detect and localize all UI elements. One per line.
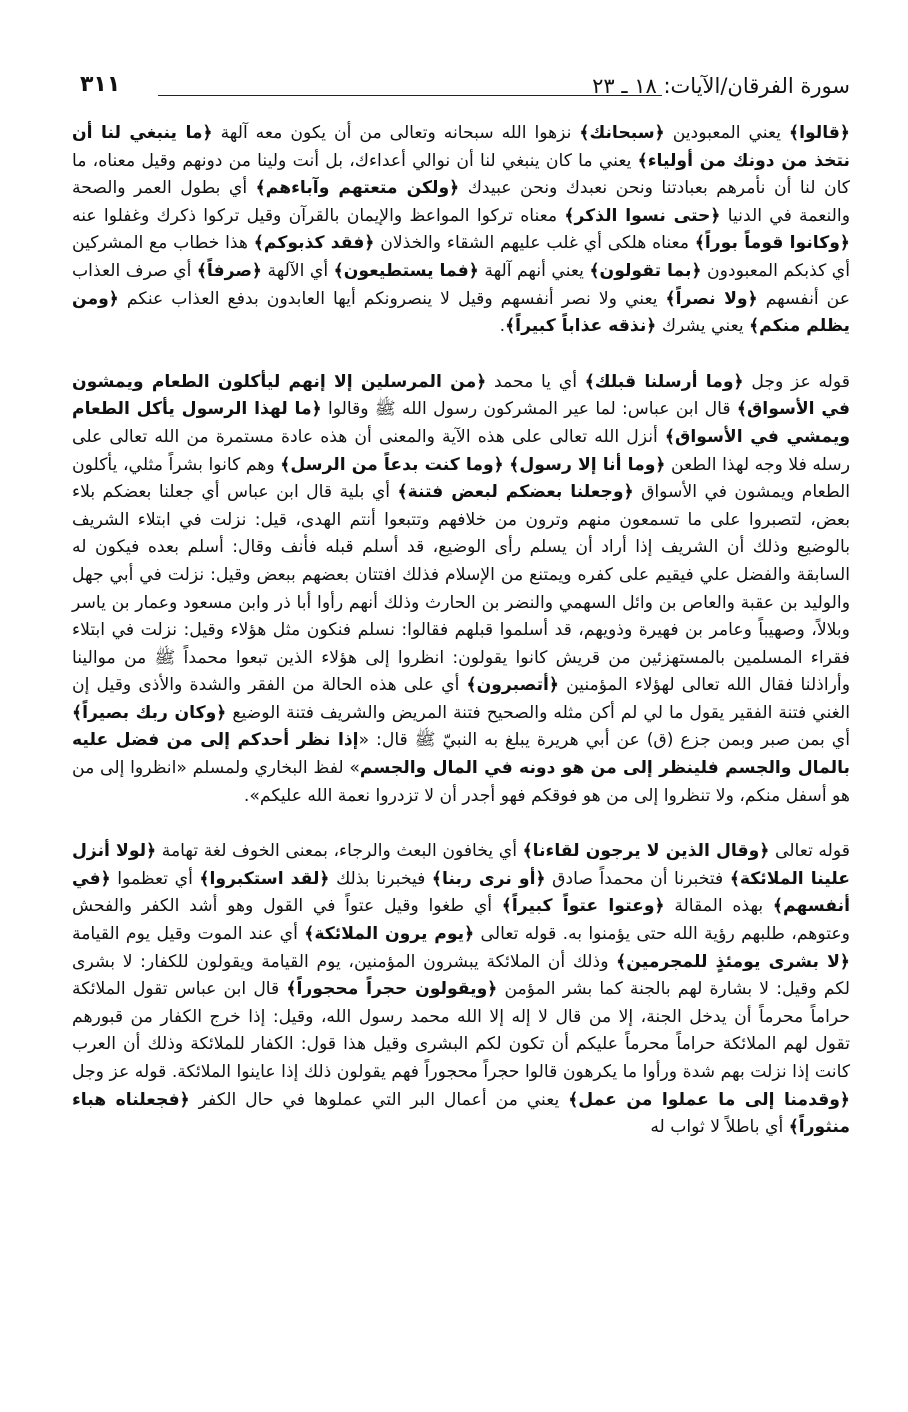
quran-quote: ﴿لولا أنزل علينا الملائكة﴾ <box>72 841 851 889</box>
hadith-text: إذا نظر أحدكم إلى من فضل عليه بالمال والجسم فلينظر إلى من هو دونه في المال والجسم <box>72 730 851 779</box>
commentary-text: أي صرف العذاب عن أنفسهم <box>72 260 850 309</box>
commentary-text: أي على هذه الحالة من الفقر والشدة والأذى وقيل إن الغني فتنة الفقير يقول ما لي لم أكن مثله والصحيح فتنة المريض والشريف فتنة الوضيع <box>72 675 850 723</box>
quran-quote: ﴿صرفاً﴾ <box>196 260 262 281</box>
commentary-text: بهذه المقالة <box>664 896 773 917</box>
commentary-text: يعني أنهم آلهة <box>478 260 590 281</box>
quran-quote: ﴿حتى نسوا الذكر﴾ <box>564 205 721 226</box>
commentary-text: فيخبرنا بذلك <box>329 868 432 889</box>
quran-quote: ﴿لا بشرى يومئذٍ للمجرمين﴾ <box>616 951 850 972</box>
commentary-text: يعني ما كان ينبغي لنا أن نوالي أعداءك، بل أنت ولينا من دونهم وقيل معناه، ما كان لنا أن نأمرهم بعبادتنا ونحن نعبدك ونحن عبيدك <box>72 150 850 199</box>
commentary-text: قال ابن عباس تقول الملائكة حراماً محرماً أن يدخل الجنة، إلا من قال لا إله إلا الله محمد رسول الله، وقيل: إذا خرج الكفار من قبورهم تقول لهم الملائكة حراماً محرماً عليكم أن تكون لكم البشرى وقيل هذا قول: الكفار للملائكة وذلك أن العرب كانت إذا نزلت بهم شدة ورأوا ما يكرهون قالوا حجراً محجوراً فهم يقولون ذلك إذا عاينوا الملائكة. قوله عز وجل <box>72 979 850 1082</box>
commentary-text: وذلك أن الملائكة يبشرون المؤمنين، يوم القيامة ويقولون للكفار: لا بشرى لكم وقيل: لا بشارة لهم بالجنة كما بشر المؤمن <box>72 951 850 1000</box>
commentary-text: أي يخافون البعث والرجاء، بمعنى الخوف لغة تهامة <box>156 841 523 862</box>
commentary-text: وهم كانوا بشراً مثلي، يأكلون الطعام ويمشون في الأسواق <box>72 454 850 503</box>
paragraph <box>72 369 850 811</box>
commentary-text: يعني من أعمال البر التي عملوها في حال الكفر <box>189 1089 569 1110</box>
quran-quote: ﴿يوم يرون الملائكة﴾ <box>304 924 475 945</box>
quran-quote: ﴿وقال الذين لا يرجون لقاءنا﴾ <box>522 841 770 862</box>
commentary-text: أي يا محمد <box>486 371 585 392</box>
commentary-text: نزهوا الله سبحانه وتعالى من أن يكون معه آلهة <box>212 123 580 143</box>
quran-quote: ﴿فقد كذبوكم﴾ <box>253 233 375 254</box>
page-number: ٣١١ <box>80 72 121 97</box>
quran-quote: ﴿سبحانك﴾ <box>579 123 665 143</box>
quran-quote: ﴿ما لهذا الرسول يأكل الطعام ويمشي في الأسواق﴾ <box>72 399 850 447</box>
quran-quote: ﴿أتصبرون﴾ <box>466 675 559 696</box>
quran-quote: ﴿وما أنا إلا رسول﴾ <box>509 454 666 475</box>
running-title: سورة الفرقان/الآيات: ١٨ ـ ٢٣ <box>592 74 850 98</box>
commentary-text: أي بطول العمر والصحة والنعمة في الدنيا <box>72 178 850 226</box>
quran-quote: ﴿وما كنت بدعاً من الرسل﴾ <box>280 454 504 475</box>
commentary-text: أي بلية قال ابن عباس أي جعلنا بعضكم بلاء بعض، لتصبروا على ما تسمعون منهم وترون من خلافهم وتتبعوا أنتم الهدى، قيل: نزلت في ابتلاء الشريف بالوضيع وذلك أن الشريف إذا أراد أن يسلم رأى الوضيع، قد أسلم قبله فأنف وقال: أسلم بعده فيكون له السابقة والفضل علي فيقيم على كفره ويمتنع من الإسلام فذلك افتتان بعضهم ببعض وقيل: نزلت في أبي جهل والوليد بن عقبة والعاص بن وائل السهمي والنضر بن الحارث وذلك أنهم رأوا أبا ذر وابن مسعود وعمار بن ياسر وبلالاً، وصهيباً وعامر بن فهيرة وذويهم، قد أسلموا قبلهم فقالوا: نسلم فنكون مثل هؤلاء وقيل: نزلت في ابتلاء فقراء المسلمين بالمستهزئين من قريش كانوا يقولون: انظروا إلى هؤلاء الذين تبعوا محمداً ﷺ من موالينا وأراذلنا فقال الله تعالى لهؤلاء المؤمنين <box>72 482 850 696</box>
quran-quote: ﴿في أنفسهم﴾ <box>72 868 850 917</box>
quran-quote: ﴿وعتوا عتواً كبيراً﴾ <box>501 896 665 917</box>
quran-quote: ﴿ويقولون حجراً محجوراً﴾ <box>286 979 498 1000</box>
paragraph <box>72 838 850 1142</box>
quran-quote: ﴿وما أرسلنا قبلك﴾ <box>584 371 744 392</box>
commentary-text: قوله عز وجل <box>743 371 850 392</box>
quran-quote: ﴿من المرسلين إلا إنهم ليأكلون الطعام ويمشون في الأسواق﴾ <box>72 371 851 420</box>
quran-quote: ﴿ما ينبغي لنا أن نتخذ من دونك من أولياء﴾ <box>72 123 850 171</box>
commentary-text: قوله تعالى <box>769 841 850 862</box>
commentary-text: معناه تركوا المواعظ والإيمان بالقرآن وقيل تركوا ذكرك وغفلوا عنه <box>72 205 565 226</box>
page-header <box>80 64 850 104</box>
quran-quote: ﴿فجعلناه هباء منثوراً﴾ <box>72 1089 850 1138</box>
quran-quote: ﴿وقدمنا إلى ما عملوا من عمل﴾ <box>568 1089 851 1110</box>
quran-quote: ﴿ولكن متعتهم وآباءهم﴾ <box>255 178 460 199</box>
commentary-text: قال ابن عباس: لما عير المشركون رسول الله ﷺ وقالوا <box>321 399 737 420</box>
quran-quote: ﴿ولا نصراً﴾ <box>665 288 758 309</box>
body-text <box>72 120 850 1142</box>
commentary-text: أي طغوا وقيل عتواً في القول وهو أشد الكفر والفحش وعتوهم، طلبهم رؤية الله حتى يؤمنوا به. قوله تعالى <box>72 896 850 945</box>
commentary-text: أنزل الله تعالى على هذه الآية والمعنى أن هذه عادة مستمرة من الله تعالى على رسله فلا وجه لهذا الطعن <box>72 426 850 475</box>
quran-quote: ﴿وكانوا قوماً بوراً﴾ <box>694 233 850 254</box>
commentary-text: » لفظ البخاري ولمسلم «انظروا إلى من هو أسفل منكم، ولا تنظروا إلى من هو فوقكم فهو أجدر أن لا تزدروا نعمة الله عليكم». <box>72 758 850 806</box>
quran-quote: ﴿بما تقولون﴾ <box>589 260 702 281</box>
commentary-text: أي تعظموا <box>110 868 200 889</box>
quran-quote: ﴿ومن يظلم منكم﴾ <box>72 288 850 337</box>
quran-quote: ﴿قالوا﴾ <box>789 123 850 143</box>
quran-quote: ﴿نذقه عذاباً كبيراً﴾ <box>505 316 657 337</box>
commentary-text: أي باطلاً لا ثواب له <box>650 1117 789 1138</box>
commentary-text: . <box>499 316 506 337</box>
quran-quote: ﴿لقد استكبروا﴾ <box>199 868 330 889</box>
quran-quote: ﴿وكان ربك بصيراً﴾ <box>72 702 227 723</box>
commentary-text: معناه هلكى أي غلب عليهم الشقاء والخذلان <box>374 233 695 254</box>
commentary-text: يعني يشرك <box>656 316 750 337</box>
commentary-text: يعني ولا نصر أنفسهم وقيل لا ينصرونكم أيها العابدون بدفع العذاب عنكم <box>118 288 666 309</box>
quran-quote: ﴿وجعلنا بعضكم لبعض فتنة﴾ <box>397 482 634 503</box>
paragraph <box>72 120 850 341</box>
header-rule <box>158 95 662 96</box>
quran-quote: ﴿فما يستطيعون﴾ <box>333 260 479 281</box>
commentary-text: فتخبرنا أن محمداً صادق <box>545 868 730 889</box>
commentary-text: هذا خطاب مع المشركين أي كذبكم المعبودون <box>72 233 850 281</box>
commentary-text: أي عند الموت وقيل يوم القيامة <box>72 924 305 945</box>
commentary-text: أي الآلهة <box>262 260 334 281</box>
commentary-text: أي بمن صبر وبمن جزع (ق) عن أبي هريرة يبلغ به النبيّ ﷺ قال: « <box>358 730 850 751</box>
commentary-text: يعني المعبودين <box>664 123 789 143</box>
quran-quote: ﴿أو نرى ربنا﴾ <box>431 868 546 889</box>
